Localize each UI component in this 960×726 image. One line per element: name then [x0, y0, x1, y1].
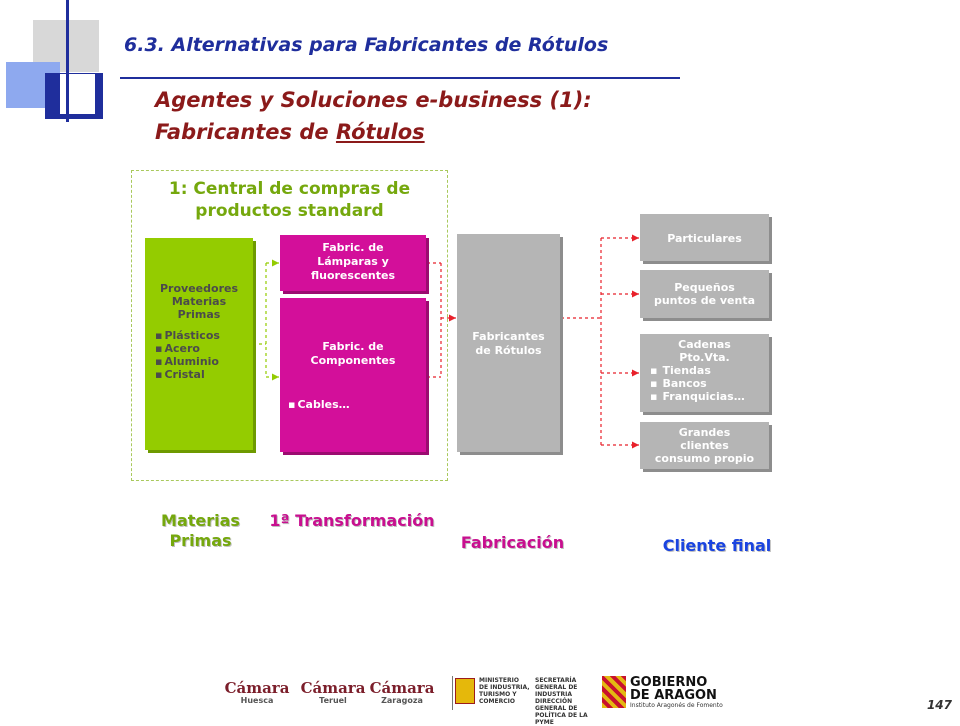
camara-logo-city: Teruel [319, 696, 347, 705]
grandes-title-line1: Grandes [678, 426, 731, 439]
main-title-underlined-word: Rótulos [335, 120, 425, 144]
camara-zaragoza-logo [367, 680, 437, 706]
camara-huesca-logo [222, 680, 292, 706]
cadenas-title-line1: Cadenas [678, 338, 731, 351]
ministerio-line: DE INDUSTRIA, [479, 684, 530, 691]
list-item: ▪ Acero [155, 342, 253, 355]
central-label-line2: productos standard [195, 201, 384, 221]
lamparas-title-line3: fluorescentes [310, 269, 396, 282]
cadenas-items [640, 364, 769, 403]
client-cadenas-box [640, 334, 769, 412]
ministerio-text [479, 677, 531, 705]
supplier-to-first-transformation-connector [253, 263, 279, 377]
proveedores-title-line2: Materias [171, 295, 227, 308]
secretaria-line: DIRECCIÓN GENERAL DE [535, 698, 578, 712]
proveedores-materias-primas-box [145, 238, 253, 450]
particulares-title: Particulares [667, 232, 742, 245]
secretaria-text [535, 677, 590, 726]
list-item: ▪ Bancos [650, 377, 769, 390]
list-item: ▪ Franquicias… [650, 390, 769, 403]
pequenos-title-line1: Pequeños [674, 281, 735, 294]
ministerio-industria-logo [452, 676, 588, 726]
stage-fabricacion: Fabricación [460, 533, 565, 552]
spain-coat-of-arms-icon [455, 678, 475, 704]
ministerio-line: MINISTERIO [479, 677, 519, 684]
lamparas-title-line1: Fabric. de [322, 241, 384, 254]
lamparas-title-line2: Lámparas y [317, 255, 389, 268]
fabricantes-rotulos-box [457, 234, 560, 452]
cadenas-title-line2: Pto.Vta. [679, 351, 730, 364]
camara-logo-name: Cámara [224, 679, 290, 697]
list-item: ▪ Cristal [155, 368, 253, 381]
componentes-title-line2: Componentes [310, 354, 396, 367]
componentes-title-line1: Fabric. de [322, 340, 384, 353]
fabricantes-title-line1: Fabricantes [472, 330, 545, 343]
camara-logo-city: Zaragoza [381, 696, 423, 705]
fabric-lamparas-box [280, 235, 426, 291]
page-number: 147 [926, 698, 952, 712]
camara-logo-name: Cámara [300, 679, 366, 697]
stage-cliente-final: Cliente final [662, 536, 772, 555]
central-label-line1: 1: Central de compras de [168, 179, 411, 199]
camara-logo-name: Cámara [369, 679, 435, 697]
proveedores-title-line1: Proveedores [160, 282, 238, 295]
fabric-componentes-box [280, 298, 426, 452]
proveedores-items [145, 329, 253, 381]
fabricantes-title-line2: de Rótulos [475, 344, 542, 357]
secretaria-line: POLÍTICA DE LA PYME [535, 712, 588, 726]
stage-materias-primas [148, 511, 253, 551]
aragon-line: DE ARAGON [630, 688, 717, 703]
list-item: ▪ Aluminio [155, 355, 253, 368]
ministerio-line: TURISMO Y [479, 691, 517, 698]
main-title-line1: Agentes y Soluciones e-business (1): [155, 88, 592, 112]
transformation-to-fabrication-connector [427, 263, 456, 377]
section-title: 6.3. Alternativas para Fabricantes de Rótulos [124, 34, 609, 56]
gobierno-aragon-logo [602, 676, 722, 710]
client-pequenos-box [640, 270, 769, 318]
main-title-line2-prefix: Fabricantes de [155, 120, 336, 144]
aragon-flag-icon [602, 676, 626, 708]
proveedores-title-line3: Primas [177, 308, 221, 321]
componentes-items [280, 398, 426, 412]
grandes-title-line2: clientes [680, 439, 729, 452]
aragon-logo-text [630, 676, 717, 702]
grandes-title-line3: consumo propio [654, 452, 755, 465]
secretaria-line: INDUSTRIA [535, 691, 573, 698]
aragon-line: GOBIERNO [630, 675, 708, 690]
client-grandes-box [640, 422, 769, 469]
pequenos-title-line2: puntos de venta [653, 294, 756, 307]
aragon-logo-subtitle: Instituto Aragonés de Fomento [630, 702, 723, 709]
list-item: ▪ Tiendas [650, 364, 769, 377]
stage-materias-line2: Primas [169, 531, 232, 550]
list-item: ▪ Cables… [288, 398, 426, 412]
secretaria-line: SECRETARÍA GENERAL DE [535, 677, 578, 691]
camara-logo-city: Huesca [240, 696, 274, 705]
stage-materias-line1: Materias [161, 511, 240, 530]
stage-primera-transformacion: 1ª Transformación [269, 511, 435, 530]
list-item: ▪ Plásticos [155, 329, 253, 342]
ministerio-line: COMERCIO [479, 698, 515, 705]
camara-teruel-logo [298, 680, 368, 706]
client-particulares-box [640, 214, 769, 261]
fabrication-to-clients-connector [561, 238, 639, 445]
